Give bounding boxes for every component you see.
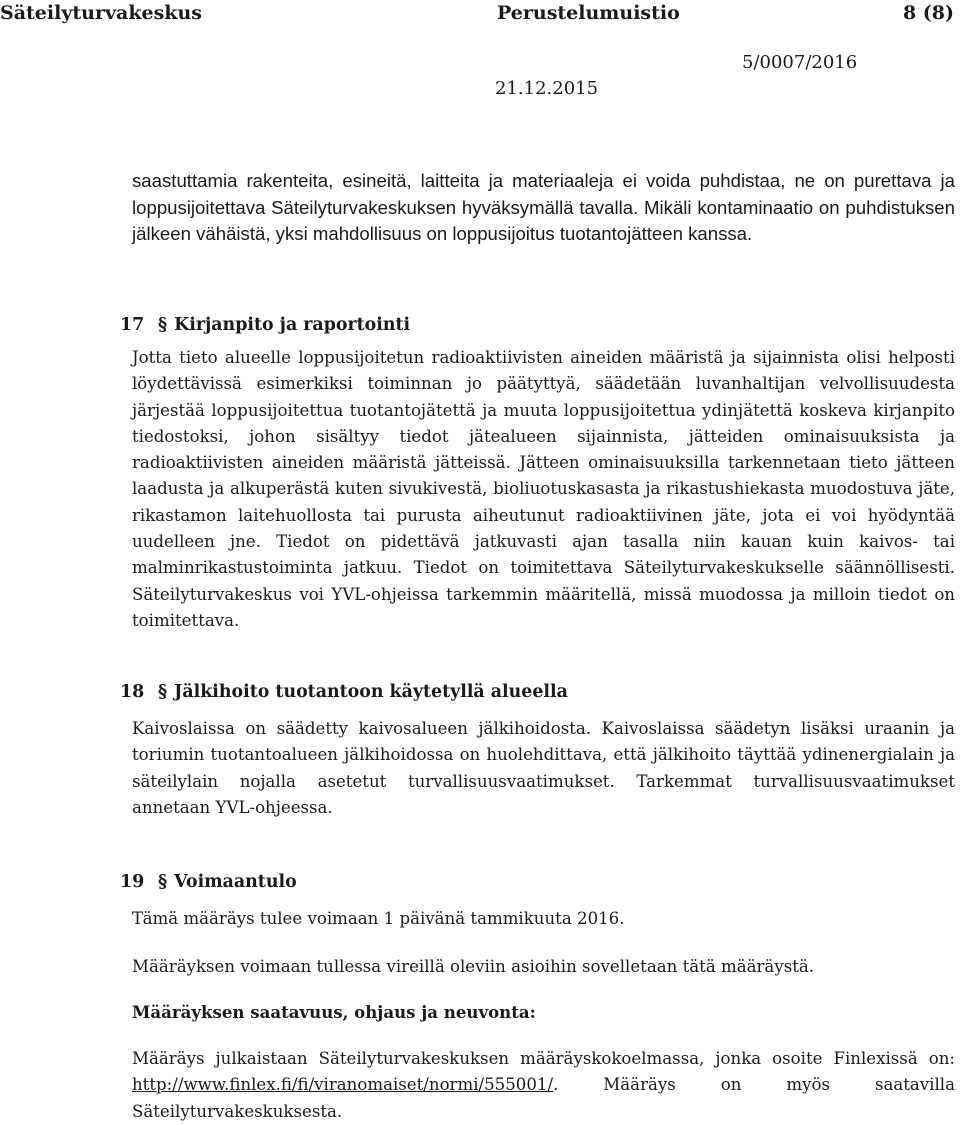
section-18-symbol: §: [158, 682, 168, 702]
section-19-paragraph-2: Määräyksen voimaan tullessa vireillä oleviin asioihin sovelletaan tätä määräystä.: [132, 957, 815, 976]
section-18-paragraph: Kaivoslaissa on säädetty kaivosalueen jälkihoidosta. Kaivoslaissa säädetyn lisäksi uraanin ja toriumin tuotantoalueen jälkihoidossa on huolehdittava, että jälkihoito täyttää ydinenergialain ja säteilylain nojalla asetetut turvallisuusvaatimukset. Tarkemmat turvallisuusvaatimukset annetaan YVL-ohjeessa.: [132, 719, 955, 817]
section-17-number: 17: [120, 315, 145, 335]
availability-paragraph: [132, 1046, 955, 1125]
section-18-number: 18: [120, 682, 145, 702]
section-18-title: Jälkihoito tuotantoon käytetyllä alueella: [174, 682, 568, 702]
section-19-title: Voimaantulo: [174, 872, 297, 892]
header-date: 21.12.2015: [495, 78, 599, 99]
section-17-paragraph: Jotta tieto alueelle loppusijoitetun radioaktiivisten aineiden määristä ja sijainnista olisi helposti löydettävissä esimerkiksi toiminnan jo päätyttyä, säädetään luvanhaltijan velvollisuudesta järjestää loppusijoitettua tuotantojätettä ja muuta loppusijoitettua ydinjätettä koskeva kirjanpito tiedostoksi, johon sisältyy tiedot jätealueen sijainnista, jätteiden ominaisuuksista ja radioaktiivisten aineiden määristä jätteissä. Jätteen ominaisuuksilla tarkennetaan tieto jätteen laadusta ja alkuperästä kuten sivukivestä, bioliuotuskasasta ja rikastushiekasta muodostuva jäte, rikastamon laitehuollosta tai purusta aiheutunut radioaktiivinen jäte, jota ei voi hyödyntää uudelleen jne. Tiedot on pidettävä jatkuvasti ajan tasalla niin kauan kuin kaivos- tai malminrikastustoiminta jatkuu. Tiedot on toimitettava Säteilyturvakeskukselle säännöllisesti. Säteilyturvakeskus voi YVL-ohjeissa tarkemmin määritellä, missä muodossa ja milloin tiedot on toimitettava.: [132, 348, 955, 630]
header-document-type: Perustelumuistio: [497, 2, 680, 24]
header-reference-number: 5/0007/2016: [742, 52, 858, 73]
section-19-paragraph-1: Tämä määräys tulee voimaan 1 päivänä tammikuuta 2016.: [132, 909, 625, 928]
section-18-heading: [120, 679, 568, 705]
section-17-title: Kirjanpito ja raportointi: [174, 315, 411, 335]
finlex-link[interactable]: http://www.finlex.fi/fi/viranomaiset/normi/555001/: [132, 1075, 554, 1095]
header-page-number: 8 (8): [902, 2, 954, 24]
section-19-number: 19: [120, 872, 145, 892]
availability-subheading: Määräyksen saatavuus, ohjaus ja neuvonta:: [132, 1002, 536, 1022]
section-19-symbol: §: [158, 872, 168, 892]
availability-text-before: Määräys julkaistaan Säteilyturvakeskuksen määräyskokoelmassa, jonka osoite Finlexissä on:: [132, 1049, 955, 1068]
section-17-symbol: §: [158, 315, 168, 335]
section-19-heading: [120, 869, 297, 895]
header-organization: Säteilyturvakeskus: [0, 2, 202, 24]
availability-text-after: . Määräys on myös saatavilla Säteilyturvakeskuksesta.: [132, 1075, 955, 1121]
section-17-heading: [120, 312, 410, 338]
intro-paragraph: saastuttamia rakenteita, esineitä, laitteita ja materiaaleja ei voida puhdistaa, ne on purettava ja loppusijoitettava Säteilyturvakeskuksen hyväksymällä tavalla. Mikäli kontaminaatio on puhdistuksen jälkeen vähäistä, yksi mahdollisuus on loppusijoitus tuotantojätteen kanssa.: [132, 170, 955, 244]
